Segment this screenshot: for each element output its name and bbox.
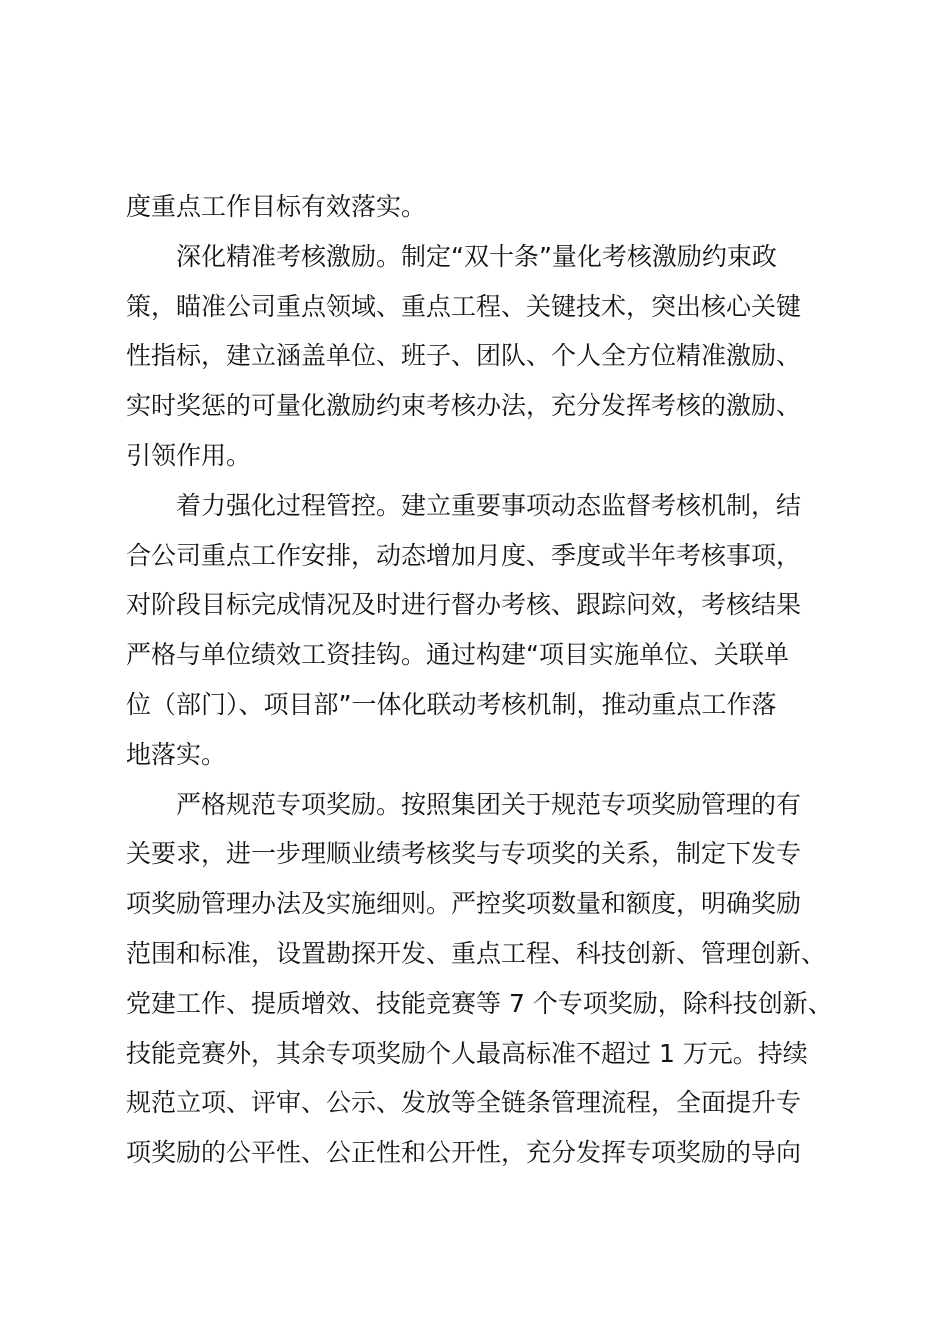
text-line: 严格与单位绩效工资挂钩。通过构建“项目实施单位、关联单	[126, 640, 789, 670]
paragraph-4	[126, 780, 846, 1178]
text-line: 策，瞄准公司重点领域、重点工程、关键技术，突出核心关键	[126, 291, 802, 321]
text-line: 严格规范专项奖励。按照集团关于规范专项奖励管理的有	[176, 789, 802, 819]
text-line: 技能竞赛外，其余专项奖励个人最高标准不超过 1 万元。持续	[126, 1038, 808, 1068]
text-line: 对阶段目标完成情况及时进行督办考核、跟踪问效，考核结果	[126, 590, 802, 620]
text-line: 关要求，进一步理顺业绩考核奖与专项奖的关系，制定下发专	[126, 839, 802, 869]
text-line: 度重点工作目标有效落实。	[126, 192, 427, 221]
paragraph-2	[126, 232, 846, 481]
text-line: 实时奖惩的可量化激励约束考核办法，充分发挥考核的激励、	[126, 391, 802, 421]
text-line: 党建工作、提质增效、技能竞赛等 7 个专项奖励，除科技创新、	[126, 988, 833, 1018]
text-line: 规范立项、评审、公示、发放等全链条管理流程，全面提升专	[126, 1088, 802, 1118]
text-line: 深化精准考核激励。制定“双十条”量化考核激励约束政	[176, 241, 777, 271]
paragraph-1	[126, 182, 846, 232]
text-line: 合公司重点工作安排，动态增加月度、季度或半年考核事项，	[126, 540, 802, 570]
body-text	[126, 182, 846, 1178]
text-line: 引领作用。	[126, 440, 252, 470]
text-line: 范围和标准，设置勘探开发、重点工程、科技创新、管理创新、	[126, 938, 827, 968]
text-line: 项奖励的公平性、公正性和公开性，充分发挥专项奖励的导向	[126, 1138, 802, 1168]
text-line: 位（部门）、项目部”一体化联动考核机制，推动重点工作落	[126, 689, 777, 719]
text-line: 着力强化过程管控。建立重要事项动态监督考核机制，结	[176, 490, 802, 520]
paragraph-3	[126, 481, 846, 780]
text-line: 地落实。	[126, 739, 227, 769]
text-line: 项奖励管理办法及实施细则。严控奖项数量和额度，明确奖励	[126, 889, 802, 919]
text-line: 性指标，建立涵盖单位、班子、团队、个人全方位精准激励、	[126, 341, 802, 371]
